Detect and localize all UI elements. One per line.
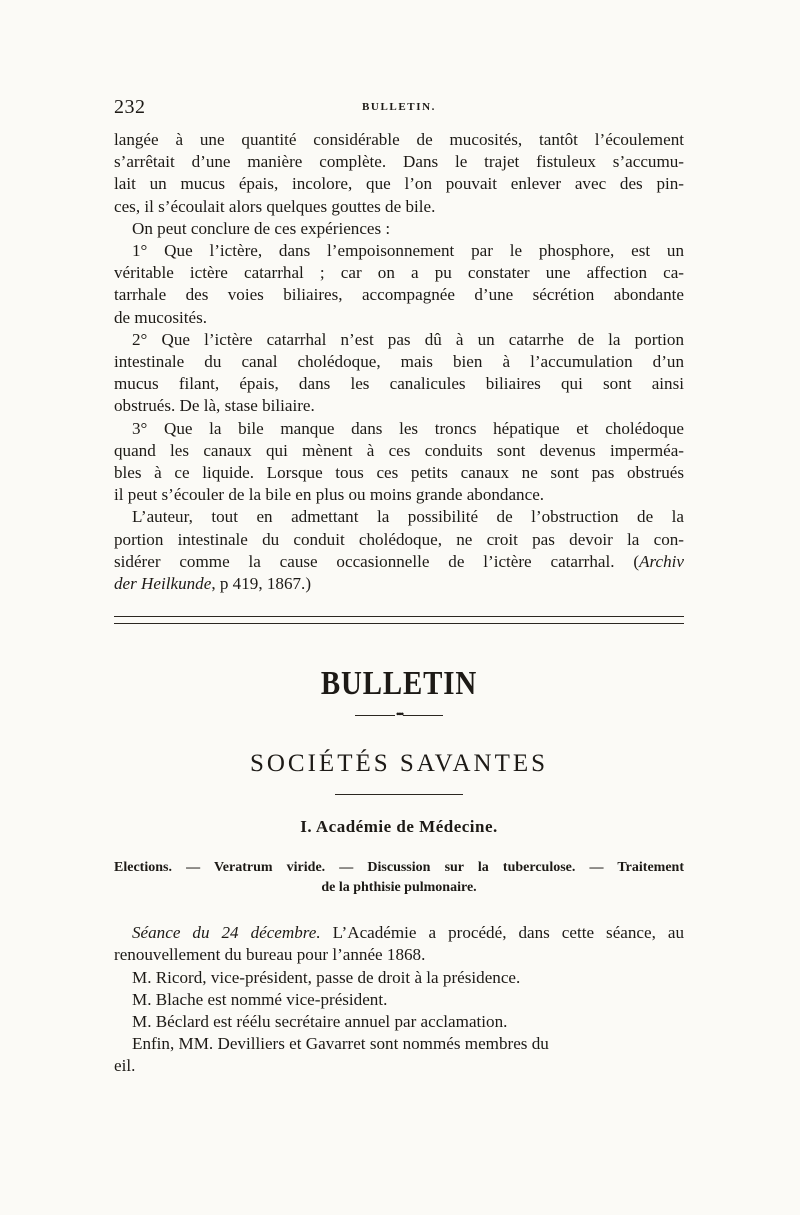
- academy-heading: I. Académie de Médecine.: [300, 817, 498, 837]
- text-fragment: sidérer comme la cause occasionnelle de l’ictère catarrhal. (: [114, 551, 640, 571]
- paragraph-fistula: [114, 129, 684, 218]
- ornament-divider: •••: [114, 707, 684, 722]
- short-divider: [335, 794, 463, 795]
- text-line: il peut s’écouler de la bile en plus ou moins grande abondance.: [114, 485, 545, 505]
- article-continuation: [114, 129, 684, 595]
- text-line: M. Béclard est réélu secrétaire annuel par acclamation.: [132, 1012, 508, 1032]
- section-divider: [114, 616, 684, 624]
- text-line: M. Blache est nommé vice-président.: [132, 989, 388, 1009]
- point-one: [114, 240, 684, 329]
- page-number: 232: [114, 96, 146, 118]
- summary-line: Elections. — Veratrum viride. — Discussion sur la tuberculose. — Traitement: [114, 860, 684, 876]
- citation-journal: Archiv: [639, 551, 684, 571]
- text-line: L’auteur, tout en admettant la possibilité de l’obstruction de la: [132, 507, 684, 527]
- text-line: 3° Que la bile manque dans les troncs hépatique et cholédoque: [132, 418, 684, 438]
- text-line: [114, 573, 684, 595]
- page-header: [114, 96, 684, 120]
- point-two: [114, 329, 684, 418]
- text-line: quand les canaux qui mènent à ces conduits sont devenus imperméa-: [114, 440, 684, 460]
- summary-line: de la phthisie pulmonaire.: [321, 880, 477, 896]
- text-line: langée à une quantité considérable de mucosités, tantôt l’écoulement: [114, 130, 684, 149]
- text-line: On peut conclure de ces expériences :: [132, 218, 391, 238]
- session-report: [114, 922, 684, 1077]
- text-line: M. Ricord, vice-président, passe de droit à la présidence.: [132, 967, 521, 987]
- text-fragment: L’Académie a procédé, dans cette séance, au: [320, 923, 685, 943]
- text-line: de mucosités.: [114, 307, 208, 327]
- text-line: Enfin, MM. Devilliers et Gavarret sont nommés membres du: [132, 1034, 549, 1054]
- text-line: bles à ce liquide. Lorsque tous ces petits canaux ne sont pas obstrués: [114, 463, 684, 483]
- text-line: lait un mucus épais, incolore, que l’on pouvait enlever avec des pin-: [114, 174, 684, 194]
- citation-details: , p 419, 1867.): [211, 574, 312, 594]
- paragraph-members: [114, 1033, 684, 1077]
- session-date: Séance du 24 décembre.: [132, 923, 321, 943]
- text-line: tarrhale des voies biliaires, accompagnée d’une sécrétion abondante: [114, 285, 684, 305]
- text-line: [114, 922, 684, 944]
- running-head: BULLETIN.: [361, 101, 436, 113]
- text-line: [114, 551, 684, 573]
- session-summary: [114, 858, 684, 898]
- text-line: portion intestinale du conduit cholédoque, ne croit pas devoir la con-: [114, 529, 684, 549]
- subsection-title: SOCIÉTÉS SAVANTES: [249, 750, 549, 778]
- paragraph-secretary: [114, 1011, 684, 1033]
- text-line: s’arrêtait d’une manière complète. Dans le trajet fistuleux s’accumu-: [114, 152, 684, 172]
- text-line: 2° Que l’ictère catarrhal n’est pas dû à un catarrhe de la portion: [132, 329, 684, 349]
- paragraph-session: [114, 922, 684, 966]
- text-line: renouvellement du bureau pour l’année 1868.: [114, 945, 426, 965]
- paragraph-author-conclusion: [114, 506, 684, 595]
- citation-journal-cont: der Heilkunde: [114, 574, 212, 594]
- text-line: mucus filant, épais, dans les canalicules biliaires qui sont ainsi: [114, 374, 684, 394]
- text-line: ces, il s’écoulait alors quelques gouttes de bile.: [114, 196, 436, 216]
- point-three: [114, 418, 684, 507]
- text-line: 1° Que l’ictère, dans l’empoisonnement par le phosphore, est un: [132, 241, 684, 261]
- paragraph-president: [114, 967, 684, 989]
- section-title: BULLETIN: [320, 665, 478, 703]
- text-line: eil.: [114, 1056, 136, 1076]
- paragraph-conclusion-intro: [114, 218, 684, 240]
- paragraph-vice-president: [114, 989, 684, 1011]
- text-line: obstrués. De là, stase biliaire.: [114, 396, 315, 416]
- document-page: [114, 96, 684, 1078]
- text-line: véritable ictère catarrhal ; car on a pu constater une affection ca-: [114, 263, 684, 283]
- text-line: intestinale du canal cholédoque, mais bien à l’accumulation d’un: [114, 352, 684, 372]
